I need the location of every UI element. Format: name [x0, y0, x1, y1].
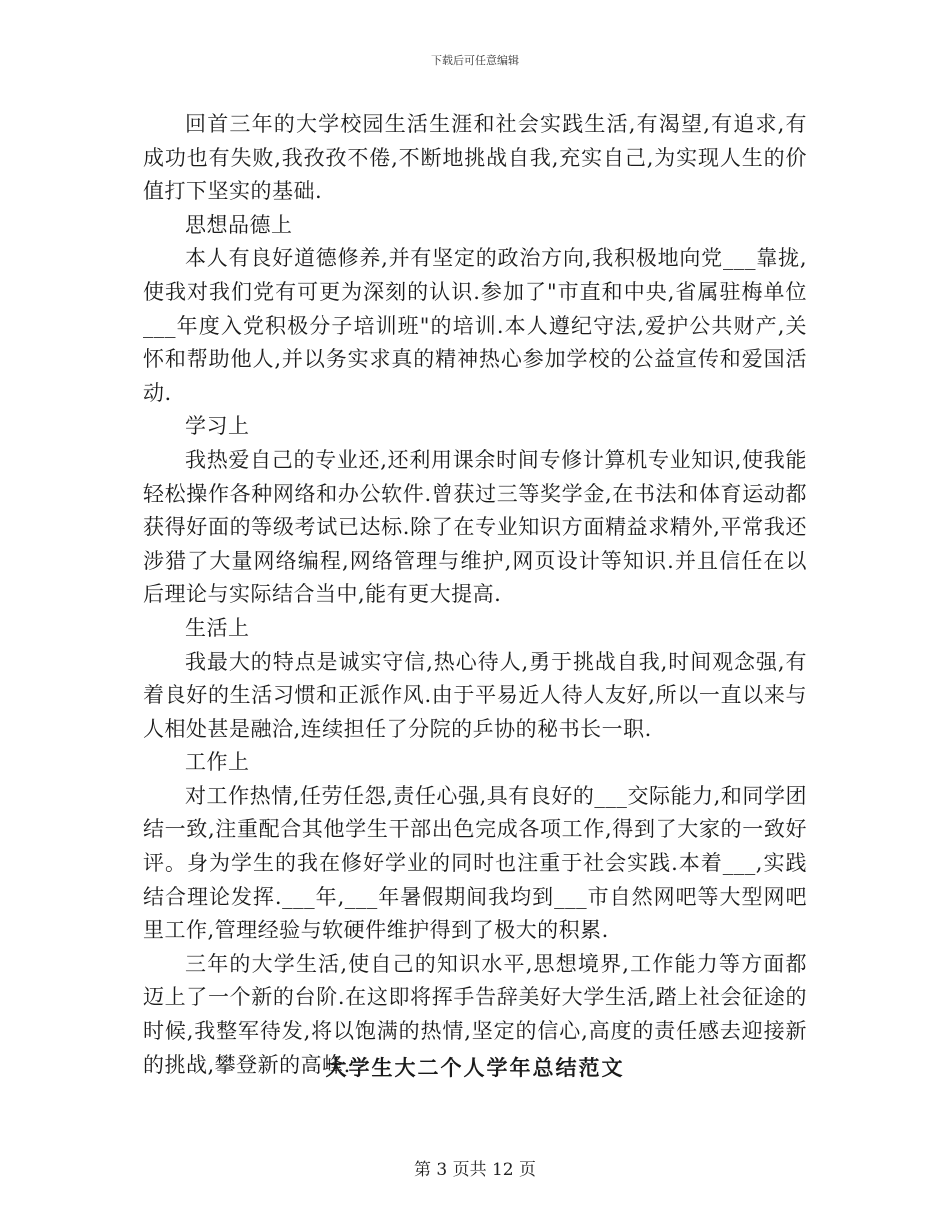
- intro-paragraph: 回首三年的大学校园生活生涯和社会实践生活,有渴望,有追求,有成功也有失败,我孜孜不倦,不断地挑战自我,充实自己,为实现人生的价值打下坚实的基础.: [143, 112, 807, 204]
- document-body: [143, 108, 807, 1082]
- ideology-paragraph: 本人有良好道德修养,并有坚定的政治方向,我积极地向党___靠拢,使我对我们党有可更为深刻的认识.参加了"市直和中央,省属驻梅单位___年度入党积极分子培训班"的培训.本人遵纪守法,爱护公共财产,关怀和帮助他人,并以务实求真的精神热心参加学校的公益宣传和爱国活动.: [143, 246, 807, 405]
- page-number-footer: 第 3 页共 12 页: [413, 1160, 537, 1180]
- work-paragraph: 对工作热情,任劳任怨,责任心强,具有良好的___交际能力,和同学团结一致,注重配合其他学生干部出色完成各项工作,得到了大家的一致好评。身为学生的我在修好学业的同时也注重于社会实践.本着___,实践结合理论发挥.___年,___年暑假期间我均到___市自然网吧等大型网吧里工作,管理经验与软硬件维护得到了极大的积累.: [143, 783, 807, 943]
- section-heading-ideology: 思想品德上: [185, 212, 293, 237]
- section-heading-work: 工作上: [185, 750, 250, 775]
- conclusion-paragraph: 三年的大学生活,使自己的知识水平,思想境界,工作能力等方面都迈上了一个新的台阶.在这即将挥手告辞美好大学生活,踏上社会征途的时候,我整军待发,将以饱满的热情,坚定的信心,高度的责任感去迎接新的挑战,攀登新的高峰.: [143, 951, 807, 1077]
- page-header-note: 下载后可任意编辑: [431, 54, 519, 67]
- study-paragraph: 我热爱自己的专业还,还利用课余时间专修计算机专业知识,使我能轻松操作各种网络和办公软件.曾获过三等奖学金,在书法和体育运动都获得好面的等级考试已达标.除了在专业知识方面精益求精外,平常我还涉猎了大量网络编程,网络管理与维护,网页设计等知识.并且信任在以后理论与实际结合当中,能有更大提高.: [143, 447, 807, 607]
- section-heading-life: 生活上: [185, 615, 250, 640]
- next-document-title: 大学生大二个人学年总结范文: [325, 1055, 625, 1080]
- section-heading-study: 学习上: [185, 414, 250, 439]
- life-paragraph: 我最大的特点是诚实守信,热心待人,勇于挑战自我,时间观念强,有着良好的生活习惯和正派作风.由于平易近人待人友好,所以一直以来与人相处甚是融洽,连续担任了分院的乒协的秘书长一职.: [143, 649, 807, 741]
